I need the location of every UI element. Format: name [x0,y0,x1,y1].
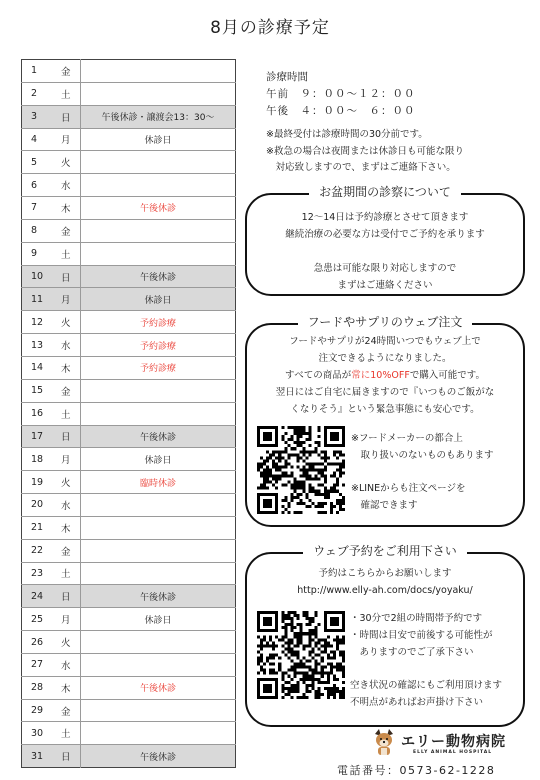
page-title: 8月の診療予定 [210,18,330,38]
weekday: 月 [52,288,81,311]
reservation-closing: 空き状況の確認にもご利用頂けます 不明点があればお声掛け下さい [350,680,503,708]
schedule-note [81,60,236,83]
day-number: 6 [22,174,52,197]
schedule-note: 午後休診 [81,197,236,220]
calendar-row [22,311,236,334]
calendar-row [22,174,236,197]
calendar-row [22,631,236,654]
day-number: 15 [22,379,52,402]
reservation-qr-code[interactable] [257,611,345,699]
day-number: 28 [22,676,52,699]
calendar-row [22,242,236,265]
calendar-row [22,425,236,448]
weekday: 日 [52,265,81,288]
food-order-qr-code[interactable] [257,426,345,514]
obon-line: 12〜14日は予約診療とさせて頂きます [301,212,469,223]
weekday: 月 [52,128,81,151]
web-line: 予約はこちらからお願いします [318,568,452,579]
day-number: 4 [22,128,52,151]
calendar-row [22,219,236,242]
calendar-row [22,745,236,768]
day-number: 16 [22,402,52,425]
food-title: フードやサプリのウェブ注文 [298,315,473,329]
clinic-notes [266,127,464,177]
schedule-note: 午後休診 [81,676,236,699]
weekday: 金 [52,699,81,722]
web-title: ウェブ予約をご利用下さい [303,544,467,558]
weekday: 火 [52,631,81,654]
day-number: 9 [22,242,52,265]
obon-notice-box [245,185,525,296]
calendar-row [22,676,236,699]
calendar-row [22,471,236,494]
day-number: 17 [22,425,52,448]
schedule-note: 休診日 [81,448,236,471]
schedule-note: 午後休診 [81,585,236,608]
note-line: ※最終受付は診療時間の30分前です。 [266,129,428,140]
reservation-bullets: ・30分で2組の時間帯予約です ・時間は目安で前後する可能性が ありますのでご了承下さい [350,613,493,658]
weekday: 火 [52,471,81,494]
schedule-note [81,516,236,539]
schedule-note [81,699,236,722]
reservation-url-link[interactable]: http://www.elly-ah.com/docs/yoyaku/ [297,585,473,596]
hours-am: 午前 ９：００〜１２：００ [266,88,416,100]
calendar-row [22,288,236,311]
calendar-row [22,128,236,151]
day-number: 27 [22,653,52,676]
weekday: 火 [52,311,81,334]
day-number: 1 [22,60,52,83]
web-reservation-box [245,544,525,727]
weekday: 水 [52,174,81,197]
day-number: 7 [22,197,52,220]
schedule-note: 予約診療 [81,334,236,357]
calendar-row [22,608,236,631]
calendar-row [22,334,236,357]
calendar-row [22,151,236,174]
weekday: 土 [52,562,81,585]
weekday: 木 [52,197,81,220]
day-number: 13 [22,334,52,357]
note-line: 対応致しますので、まずはご連絡下さい。 [266,162,456,173]
calendar-row [22,516,236,539]
schedule-note [81,151,236,174]
food-line: 注文できるようになりました。 [318,353,452,364]
schedule-calendar [21,59,236,768]
day-number: 25 [22,608,52,631]
schedule-note [81,562,236,585]
hospital-logo [371,728,511,756]
schedule-note: 午後休診・譲渡会13：30〜 [81,105,236,128]
schedule-note [81,82,236,105]
day-number: 8 [22,219,52,242]
day-number: 22 [22,539,52,562]
day-number: 26 [22,631,52,654]
schedule-note [81,219,236,242]
hours-heading: 診療時間 [266,71,308,83]
weekday: 日 [52,745,81,768]
schedule-note [81,242,236,265]
schedule-note [81,631,236,654]
dog-icon [371,728,397,756]
day-number: 5 [22,151,52,174]
calendar-row [22,539,236,562]
calendar-row [22,562,236,585]
schedule-note [81,722,236,745]
day-number: 14 [22,356,52,379]
weekday: 月 [52,608,81,631]
calendar-row [22,448,236,471]
calendar-row [22,82,236,105]
calendar-row [22,402,236,425]
obon-line: 急患は可能な限り対応しますので [313,263,457,274]
weekday: 土 [52,82,81,105]
obon-line: 継続治療の必要な方は受付でご予約を承ります [285,229,485,240]
schedule-note [81,653,236,676]
weekday: 木 [52,676,81,699]
calendar-row [22,105,236,128]
weekday: 日 [52,105,81,128]
note-line: ※救急の場合は夜間または休診日も可能な限り [266,145,464,157]
weekday: 金 [52,379,81,402]
day-number: 24 [22,585,52,608]
weekday: 日 [52,585,81,608]
calendar-row [22,699,236,722]
day-number: 23 [22,562,52,585]
line-note: ※LINEからも注文ページを 確認できます [351,483,466,511]
weekday: 水 [52,334,81,357]
day-number: 30 [22,722,52,745]
schedule-note: 休診日 [81,128,236,151]
day-number: 2 [22,82,52,105]
hours-pm: 午後 ４：００〜 ６：００ [266,105,416,117]
weekday: 水 [52,494,81,517]
calendar-row [22,722,236,745]
obon-title: お盆期間の診察について [309,185,461,199]
calendar-row [22,494,236,517]
calendar-row [22,356,236,379]
schedule-note: 午後休診 [81,265,236,288]
weekday: 土 [52,402,81,425]
weekday: 日 [52,425,81,448]
weekday: 金 [52,539,81,562]
calendar-row [22,197,236,220]
day-number: 19 [22,471,52,494]
schedule-note [81,539,236,562]
clinic-hours [266,69,416,120]
day-number: 3 [22,105,52,128]
day-number: 31 [22,745,52,768]
schedule-note: 臨時休診 [81,471,236,494]
weekday: 木 [52,516,81,539]
weekday: 水 [52,653,81,676]
weekday: 金 [52,60,81,83]
day-number: 18 [22,448,52,471]
schedule-note [81,379,236,402]
calendar-row [22,379,236,402]
food-line: すべての商品が常に10%OFFで購入可能です。 [284,370,486,381]
food-order-box [245,315,525,527]
logo-text: エリー動物病院 [401,734,506,750]
discount-highlight: 常に10%OFF [351,370,410,381]
weekday: 月 [52,448,81,471]
schedule-note: 休診日 [81,288,236,311]
phone-number: 電話番号：0573-62-1228 [337,764,496,777]
food-note: ※フードメーカーの都合上 取り扱いのないものもあります [351,433,494,461]
weekday: 火 [52,151,81,174]
weekday: 土 [52,722,81,745]
food-line: フードやサプリが24時間いつでもウェブ上で [289,336,481,347]
weekday: 木 [52,356,81,379]
schedule-note: 午後休診 [81,425,236,448]
day-number: 21 [22,516,52,539]
calendar-row [22,265,236,288]
schedule-note: 予約診療 [81,356,236,379]
day-number: 20 [22,494,52,517]
logo-subtext: ELLY ANIMAL HOSPITAL [413,750,493,755]
day-number: 10 [22,265,52,288]
schedule-note [81,174,236,197]
weekday: 金 [52,219,81,242]
calendar-row [22,585,236,608]
obon-line: まずはご連絡ください [337,280,433,291]
schedule-note: 予約診療 [81,311,236,334]
day-number: 29 [22,699,52,722]
weekday: 土 [52,242,81,265]
calendar-row [22,653,236,676]
schedule-note: 午後休診 [81,745,236,768]
calendar-row [22,60,236,83]
day-number: 11 [22,288,52,311]
day-number: 12 [22,311,52,334]
schedule-note [81,494,236,517]
food-line: 翌日にはご自宅に届きますので『いつものご飯がな [275,387,495,398]
schedule-note [81,402,236,425]
food-line: くなりそう』という緊急事態にも安心です。 [290,404,480,415]
schedule-note: 休診日 [81,608,236,631]
